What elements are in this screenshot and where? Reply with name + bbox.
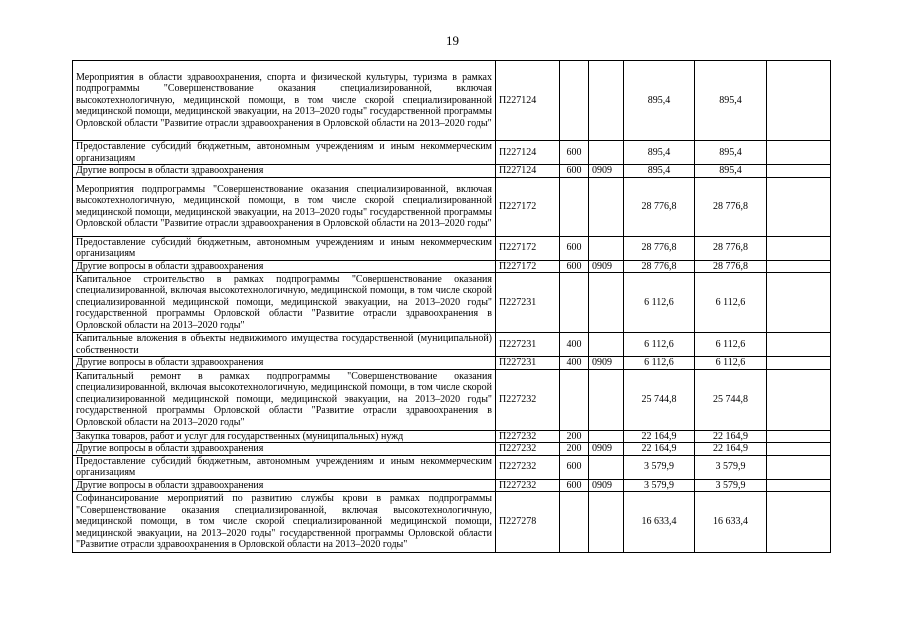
row-amount: 3 579,9 — [624, 479, 695, 492]
row-expense-type: 400 — [560, 357, 589, 370]
row-empty-cell — [767, 369, 831, 430]
row-description: Другие вопросы в области здравоохранения — [73, 165, 496, 178]
row-description: Капитальный ремонт в рамках подпрограммы "Совершенствование оказания специализированной, включая высокотехнологичную, медицинской помощи, в том числе скорой специализированной медицинской помощи, медицинской эвакуации, на 2013–2020 годы" государственной программы Орловской области "Развитие отрасли здравоохранения в Орловской области на 2013–2020 годы" — [73, 369, 496, 430]
row-target-code: П227231 — [496, 333, 560, 357]
table-row — [73, 61, 831, 141]
row-amount-total: 28 776,8 — [695, 177, 767, 236]
table-row — [73, 165, 831, 178]
row-expense-type — [560, 273, 589, 333]
row-target-code: П227124 — [496, 61, 560, 141]
row-empty-cell — [767, 260, 831, 273]
table-row — [73, 333, 831, 357]
table-row — [73, 236, 831, 260]
row-amount-total: 22 164,9 — [695, 443, 767, 456]
row-amount-total: 6 112,6 — [695, 333, 767, 357]
budget-table-body — [73, 61, 831, 553]
table-row — [73, 260, 831, 273]
row-description: Софинансирование мероприятий по развитию службы крови в рамках подпрограммы "Совершенствование оказания специализированной, включая высокотехнологичную, медицинской помощи, в том числе скорой специализированной медицинской помощи, медицинской эвакуации, на 2013–2020 годы" государственной программы Орловской области "Развитие отрасли здравоохранения в Орловской области на 2013–2020 годы" — [73, 492, 496, 553]
row-target-code: П227232 — [496, 479, 560, 492]
row-description: Предоставление субсидий бюджетным, автономным учреждениям и иным некоммерческим организациям — [73, 236, 496, 260]
table-row — [73, 273, 831, 333]
row-description: Капитальные вложения в объекты недвижимого имущества государственной (муниципальной) собственности — [73, 333, 496, 357]
row-description: Другие вопросы в области здравоохранения — [73, 443, 496, 456]
table-row — [73, 479, 831, 492]
row-expense-type: 600 — [560, 455, 589, 479]
table-row — [73, 492, 831, 553]
row-expense-type: 600 — [560, 260, 589, 273]
row-amount-total: 6 112,6 — [695, 357, 767, 370]
row-target-code: П227172 — [496, 177, 560, 236]
table-row — [73, 177, 831, 236]
row-target-code: П227232 — [496, 455, 560, 479]
budget-table — [72, 60, 831, 553]
row-empty-cell — [767, 61, 831, 141]
table-row — [73, 369, 831, 430]
row-target-code: П227231 — [496, 273, 560, 333]
row-target-code: П227232 — [496, 369, 560, 430]
row-empty-cell — [767, 273, 831, 333]
row-empty-cell — [767, 430, 831, 443]
row-amount: 895,4 — [624, 141, 695, 165]
row-amount: 28 776,8 — [624, 236, 695, 260]
row-expense-type: 600 — [560, 141, 589, 165]
row-section-code — [589, 333, 624, 357]
row-expense-type: 600 — [560, 165, 589, 178]
row-section-code — [589, 430, 624, 443]
row-amount-total: 25 744,8 — [695, 369, 767, 430]
row-empty-cell — [767, 357, 831, 370]
row-description: Предоставление субсидий бюджетным, автономным учреждениям и иным некоммерческим организациям — [73, 455, 496, 479]
row-description: Предоставление субсидий бюджетным, автономным учреждениям и иным некоммерческим организациям — [73, 141, 496, 165]
row-expense-type: 200 — [560, 443, 589, 456]
row-section-code — [589, 455, 624, 479]
row-amount: 16 633,4 — [624, 492, 695, 553]
row-target-code: П227232 — [496, 430, 560, 443]
row-section-code — [589, 492, 624, 553]
row-section-code — [589, 177, 624, 236]
row-description: Закупка товаров, работ и услуг для государственных (муниципальных) нужд — [73, 430, 496, 443]
row-amount-total: 895,4 — [695, 141, 767, 165]
row-empty-cell — [767, 141, 831, 165]
row-empty-cell — [767, 492, 831, 553]
row-description: Мероприятия в области здравоохранения, спорта и физической культуры, туризма в рамках подпрограммы "Совершенствование оказания специализированной, включая высокотехнологичную, медицинской помощи, в том числе скорой специализированной медицинской помощи, медицинской эвакуации, на 2013–2020 годы" государственной программы Орловской области "Развитие отрасли здравоохранения в Орловской области на 2013–2020 годы" — [73, 61, 496, 141]
row-empty-cell — [767, 177, 831, 236]
table-row — [73, 455, 831, 479]
row-section-code — [589, 141, 624, 165]
row-empty-cell — [767, 443, 831, 456]
page-number: 19 — [446, 33, 459, 48]
row-target-code: П227278 — [496, 492, 560, 553]
row-expense-type — [560, 369, 589, 430]
row-expense-type: 600 — [560, 236, 589, 260]
row-empty-cell — [767, 165, 831, 178]
row-amount-total: 16 633,4 — [695, 492, 767, 553]
row-target-code: П227232 — [496, 443, 560, 456]
row-amount: 22 164,9 — [624, 443, 695, 456]
row-target-code: П227124 — [496, 141, 560, 165]
row-expense-type — [560, 61, 589, 141]
row-description: Капитальное строительство в рамках подпрограммы "Совершенствование оказания специализированной, включая высокотехнологичную, медицинской помощи, в том числе скорой специализированной медицинской помощи, медицинской эвакуации, на 2013–2020 годы" государственной программы Орловской области "Развитие отрасли здравоохранения в Орловской области на 2013–2020 годы" — [73, 273, 496, 333]
row-amount: 25 744,8 — [624, 369, 695, 430]
row-amount: 22 164,9 — [624, 430, 695, 443]
row-section-code — [589, 236, 624, 260]
row-amount-total: 3 579,9 — [695, 455, 767, 479]
row-amount: 28 776,8 — [624, 260, 695, 273]
row-section-code — [589, 273, 624, 333]
row-amount: 6 112,6 — [624, 273, 695, 333]
row-expense-type: 600 — [560, 479, 589, 492]
row-expense-type — [560, 492, 589, 553]
row-amount: 28 776,8 — [624, 177, 695, 236]
row-amount-total: 28 776,8 — [695, 260, 767, 273]
row-section-code: 0909 — [589, 443, 624, 456]
row-amount-total: 895,4 — [695, 61, 767, 141]
row-empty-cell — [767, 455, 831, 479]
row-amount-total: 3 579,9 — [695, 479, 767, 492]
row-description: Другие вопросы в области здравоохранения — [73, 260, 496, 273]
row-amount: 895,4 — [624, 61, 695, 141]
row-description: Другие вопросы в области здравоохранения — [73, 357, 496, 370]
row-amount-total: 6 112,6 — [695, 273, 767, 333]
row-amount-total: 22 164,9 — [695, 430, 767, 443]
row-section-code: 0909 — [589, 357, 624, 370]
table-row — [73, 141, 831, 165]
table-row — [73, 430, 831, 443]
row-empty-cell — [767, 236, 831, 260]
row-empty-cell — [767, 333, 831, 357]
row-target-code: П227231 — [496, 357, 560, 370]
row-section-code: 0909 — [589, 479, 624, 492]
row-description: Мероприятия подпрограммы "Совершенствование оказания специализированной, включая высокотехнологичную, медицинской помощи, в том числе скорой специализированной медицинской помощи, медицинской эвакуации, на 2013–2020 годы" государственной программы Орловской области "Развитие отрасли здравоохранения в Орловской области на 2013–2020 годы" — [73, 177, 496, 236]
row-amount-total: 895,4 — [695, 165, 767, 178]
row-section-code — [589, 61, 624, 141]
row-amount: 6 112,6 — [624, 357, 695, 370]
row-expense-type: 200 — [560, 430, 589, 443]
row-description: Другие вопросы в области здравоохранения — [73, 479, 496, 492]
row-amount-total: 28 776,8 — [695, 236, 767, 260]
row-empty-cell — [767, 479, 831, 492]
row-target-code: П227172 — [496, 260, 560, 273]
row-section-code — [589, 369, 624, 430]
row-amount: 6 112,6 — [624, 333, 695, 357]
row-section-code: 0909 — [589, 165, 624, 178]
row-amount: 895,4 — [624, 165, 695, 178]
row-expense-type: 400 — [560, 333, 589, 357]
row-target-code: П227124 — [496, 165, 560, 178]
table-row — [73, 443, 831, 456]
table-row — [73, 357, 831, 370]
row-target-code: П227172 — [496, 236, 560, 260]
row-section-code: 0909 — [589, 260, 624, 273]
row-expense-type — [560, 177, 589, 236]
row-amount: 3 579,9 — [624, 455, 695, 479]
